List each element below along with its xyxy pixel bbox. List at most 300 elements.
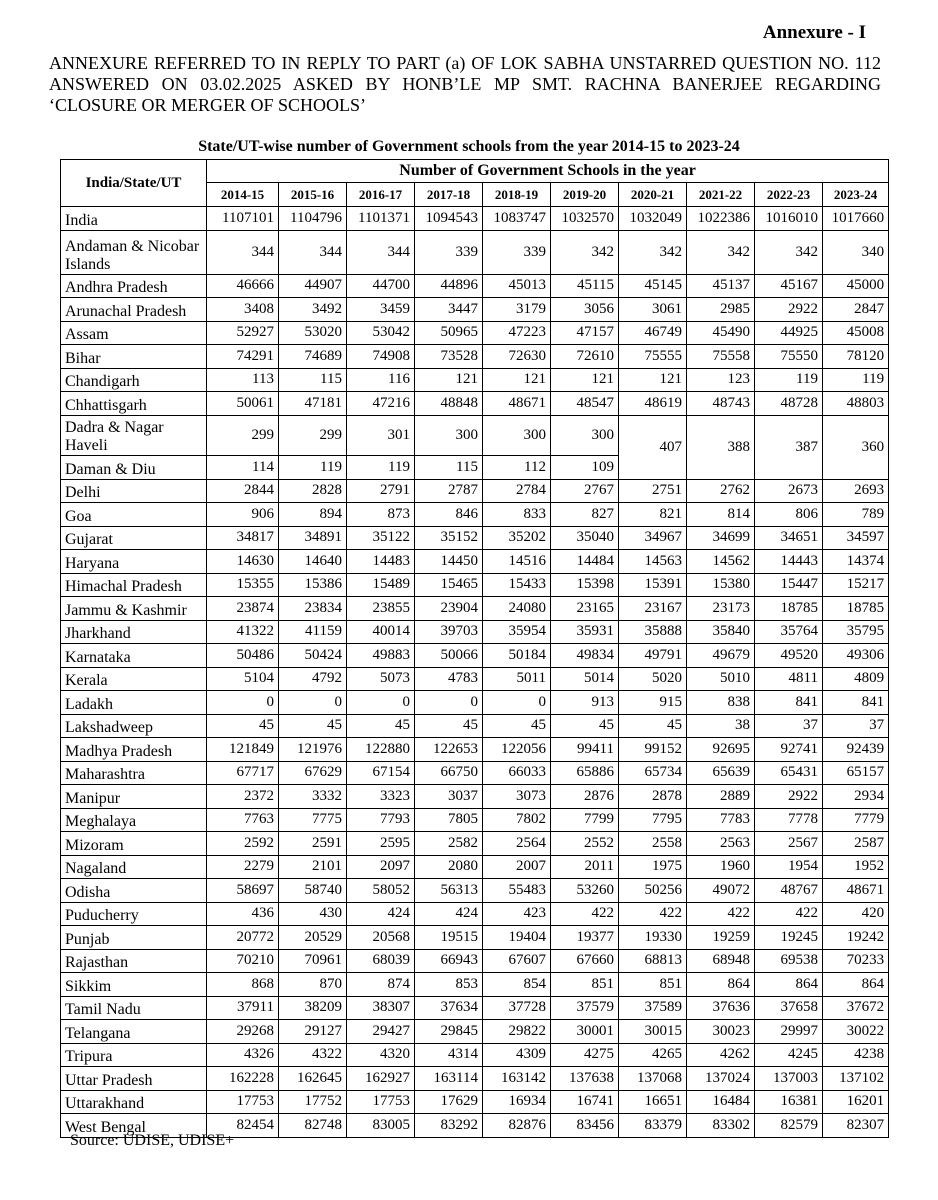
- value-cell: 44896: [415, 274, 483, 298]
- value-cell: 342: [755, 230, 823, 274]
- value-cell: 422: [687, 902, 755, 926]
- value-cell: 16741: [551, 1090, 619, 1114]
- value-cell: 388: [687, 415, 755, 479]
- value-cell: 113: [207, 368, 279, 392]
- value-cell: 15391: [619, 573, 687, 597]
- value-cell: 29997: [755, 1020, 823, 1044]
- table-row: [61, 996, 889, 1020]
- value-cell: 67154: [347, 761, 415, 785]
- value-cell: 35888: [619, 620, 687, 644]
- table-row: [61, 207, 889, 231]
- state-name: Goa: [61, 503, 207, 527]
- value-cell: 4326: [207, 1043, 279, 1067]
- value-cell: 7793: [347, 808, 415, 832]
- table-row: [61, 1043, 889, 1067]
- value-cell: 69538: [755, 949, 823, 973]
- table-row: [61, 526, 889, 550]
- table-row: [61, 345, 889, 369]
- value-cell: 422: [755, 902, 823, 926]
- value-cell: 853: [415, 973, 483, 997]
- value-cell: 14443: [755, 550, 823, 574]
- value-cell: 23855: [347, 597, 415, 621]
- value-cell: 70961: [279, 949, 347, 973]
- value-cell: 4811: [755, 667, 823, 691]
- value-cell: 121: [415, 368, 483, 392]
- value-cell: 864: [823, 973, 889, 997]
- table-title: State/UT-wise number of Government schools from the year 2014-15 to 2023-24: [198, 138, 740, 155]
- value-cell: 68813: [619, 949, 687, 973]
- value-cell: 122056: [483, 738, 551, 762]
- year-header: 2020-21: [619, 183, 687, 207]
- value-cell: 78120: [823, 345, 889, 369]
- value-cell: 1016010: [755, 207, 823, 231]
- value-cell: 15398: [551, 573, 619, 597]
- value-cell: 2787: [415, 479, 483, 503]
- value-cell: 1101371: [347, 207, 415, 231]
- value-cell: 3323: [347, 785, 415, 809]
- state-name: Arunachal Pradesh: [61, 298, 207, 322]
- value-cell: 45: [483, 714, 551, 738]
- value-cell: 45008: [823, 321, 889, 345]
- value-cell: 115: [279, 368, 347, 392]
- value-cell: 45: [619, 714, 687, 738]
- value-cell: 894: [279, 503, 347, 527]
- value-cell: 1032570: [551, 207, 619, 231]
- value-cell: 7805: [415, 808, 483, 832]
- table-row: [61, 738, 889, 762]
- value-cell: 83456: [551, 1114, 619, 1138]
- value-cell: 300: [551, 415, 619, 455]
- value-cell: 906: [207, 503, 279, 527]
- value-cell: 24080: [483, 597, 551, 621]
- value-cell: 851: [551, 973, 619, 997]
- value-cell: 35122: [347, 526, 415, 550]
- value-cell: 14483: [347, 550, 415, 574]
- value-cell: 39703: [415, 620, 483, 644]
- state-name: Bihar: [61, 345, 207, 369]
- value-cell: 2101: [279, 855, 347, 879]
- value-cell: 29268: [207, 1020, 279, 1044]
- state-name: Meghalaya: [61, 808, 207, 832]
- state-name: Rajasthan: [61, 949, 207, 973]
- table-row: [61, 321, 889, 345]
- table-header: [61, 160, 889, 207]
- value-cell: 115: [415, 455, 483, 479]
- value-cell: 37634: [415, 996, 483, 1020]
- value-cell: 66033: [483, 761, 551, 785]
- table-row: [61, 503, 889, 527]
- value-cell: 23167: [619, 597, 687, 621]
- value-cell: 7778: [755, 808, 823, 832]
- value-cell: 49520: [755, 644, 823, 668]
- value-cell: 4265: [619, 1043, 687, 1067]
- value-cell: 19330: [619, 926, 687, 950]
- document-heading: ANNEXURE REFERRED TO IN REPLY TO PART (a) OF LOK SABHA UNSTARRED QUESTION NO. 112 ANSWERED ON 03.02.2025 ASKED BY HONB’LE MP SMT. RACHNA BANERJEE REGARDING ‘CLOSURE OR MERGER OF SCHOOLS’: [49, 53, 881, 115]
- value-cell: 65157: [823, 761, 889, 785]
- value-cell: 19515: [415, 926, 483, 950]
- value-cell: 864: [755, 973, 823, 997]
- value-cell: 821: [619, 503, 687, 527]
- value-cell: 5073: [347, 667, 415, 691]
- value-cell: 68948: [687, 949, 755, 973]
- value-cell: 300: [483, 415, 551, 455]
- value-cell: 49679: [687, 644, 755, 668]
- value-cell: 2767: [551, 479, 619, 503]
- state-name: Mizoram: [61, 832, 207, 856]
- value-cell: 841: [823, 691, 889, 715]
- value-cell: 92741: [755, 738, 823, 762]
- value-cell: 47157: [551, 321, 619, 345]
- value-cell: 67660: [551, 949, 619, 973]
- value-cell: 45145: [619, 274, 687, 298]
- table-row: [61, 298, 889, 322]
- value-cell: 30022: [823, 1020, 889, 1044]
- value-cell: 55483: [483, 879, 551, 903]
- value-cell: 342: [619, 230, 687, 274]
- table-row: [61, 550, 889, 574]
- value-cell: 915: [619, 691, 687, 715]
- value-cell: 1017660: [823, 207, 889, 231]
- value-cell: 299: [207, 415, 279, 455]
- value-cell: 38307: [347, 996, 415, 1020]
- value-cell: 2011: [551, 855, 619, 879]
- value-cell: 1032049: [619, 207, 687, 231]
- value-cell: 137638: [551, 1067, 619, 1091]
- value-cell: 2784: [483, 479, 551, 503]
- value-cell: 841: [755, 691, 823, 715]
- value-cell: 2673: [755, 479, 823, 503]
- value-cell: 854: [483, 973, 551, 997]
- value-cell: 3056: [551, 298, 619, 322]
- value-cell: 35840: [687, 620, 755, 644]
- value-cell: 47181: [279, 392, 347, 416]
- value-cell: 121849: [207, 738, 279, 762]
- value-cell: 17629: [415, 1090, 483, 1114]
- state-name: Ladakh: [61, 691, 207, 715]
- value-cell: 0: [279, 691, 347, 715]
- value-cell: 1022386: [687, 207, 755, 231]
- value-cell: 34651: [755, 526, 823, 550]
- value-cell: 868: [207, 973, 279, 997]
- table-row: [61, 667, 889, 691]
- value-cell: 83379: [619, 1114, 687, 1138]
- value-cell: 14374: [823, 550, 889, 574]
- value-cell: 83302: [687, 1114, 755, 1138]
- source-note: Source: UDISE, UDISE+: [70, 1132, 235, 1149]
- value-cell: 420: [823, 902, 889, 926]
- value-cell: 2791: [347, 479, 415, 503]
- year-header: 2021-22: [687, 183, 755, 207]
- value-cell: 37911: [207, 996, 279, 1020]
- value-cell: 37: [755, 714, 823, 738]
- value-cell: 2751: [619, 479, 687, 503]
- value-cell: 29427: [347, 1020, 415, 1044]
- value-cell: 48671: [483, 392, 551, 416]
- value-cell: 2934: [823, 785, 889, 809]
- value-cell: 121976: [279, 738, 347, 762]
- value-cell: 35954: [483, 620, 551, 644]
- value-cell: 789: [823, 503, 889, 527]
- table-row: [61, 949, 889, 973]
- value-cell: 838: [687, 691, 755, 715]
- value-cell: 35931: [551, 620, 619, 644]
- value-cell: 2844: [207, 479, 279, 503]
- value-cell: 48848: [415, 392, 483, 416]
- value-cell: 65639: [687, 761, 755, 785]
- table-row: [61, 855, 889, 879]
- value-cell: 74689: [279, 345, 347, 369]
- value-cell: 360: [823, 415, 889, 479]
- value-cell: 14450: [415, 550, 483, 574]
- value-cell: 163114: [415, 1067, 483, 1091]
- value-cell: 37579: [551, 996, 619, 1020]
- value-cell: 14562: [687, 550, 755, 574]
- value-cell: 45000: [823, 274, 889, 298]
- value-cell: 870: [279, 973, 347, 997]
- value-cell: 137003: [755, 1067, 823, 1091]
- value-cell: 112: [483, 455, 551, 479]
- value-cell: 58052: [347, 879, 415, 903]
- value-cell: 0: [483, 691, 551, 715]
- value-cell: 50066: [415, 644, 483, 668]
- value-cell: 48671: [823, 879, 889, 903]
- value-cell: 23834: [279, 597, 347, 621]
- value-cell: 2847: [823, 298, 889, 322]
- value-cell: 2563: [687, 832, 755, 856]
- value-cell: 339: [483, 230, 551, 274]
- value-cell: 15380: [687, 573, 755, 597]
- year-header: 2015-16: [279, 183, 347, 207]
- value-cell: 424: [415, 902, 483, 926]
- value-cell: 873: [347, 503, 415, 527]
- table-row: [61, 644, 889, 668]
- table-row: [61, 1067, 889, 1091]
- value-cell: 122653: [415, 738, 483, 762]
- value-cell: 2558: [619, 832, 687, 856]
- value-cell: 1083747: [483, 207, 551, 231]
- value-cell: 301: [347, 415, 415, 455]
- value-cell: 66943: [415, 949, 483, 973]
- value-cell: 2762: [687, 479, 755, 503]
- table-row: [61, 415, 889, 455]
- value-cell: 23165: [551, 597, 619, 621]
- state-column-header: India/State/UT: [61, 160, 207, 207]
- value-cell: 47223: [483, 321, 551, 345]
- value-cell: 37658: [755, 996, 823, 1020]
- value-cell: 121: [551, 368, 619, 392]
- value-cell: 48728: [755, 392, 823, 416]
- value-cell: 2080: [415, 855, 483, 879]
- value-cell: 45490: [687, 321, 755, 345]
- value-cell: 1094543: [415, 207, 483, 231]
- state-name: Himachal Pradesh: [61, 573, 207, 597]
- value-cell: 14484: [551, 550, 619, 574]
- table-row: [61, 620, 889, 644]
- value-cell: 40014: [347, 620, 415, 644]
- value-cell: 436: [207, 902, 279, 926]
- value-cell: 7802: [483, 808, 551, 832]
- value-cell: 83005: [347, 1114, 415, 1138]
- value-cell: 407: [619, 415, 687, 479]
- value-cell: 2591: [279, 832, 347, 856]
- annexure-label: Annexure - I: [762, 22, 866, 43]
- value-cell: 851: [619, 973, 687, 997]
- value-cell: 2372: [207, 785, 279, 809]
- table-row: [61, 785, 889, 809]
- value-cell: 15489: [347, 573, 415, 597]
- value-cell: 2876: [551, 785, 619, 809]
- value-cell: 82579: [755, 1114, 823, 1138]
- state-name: Uttar Pradesh: [61, 1067, 207, 1091]
- value-cell: 814: [687, 503, 755, 527]
- value-cell: 45115: [551, 274, 619, 298]
- value-cell: 16934: [483, 1090, 551, 1114]
- value-cell: 342: [551, 230, 619, 274]
- year-header: 2016-17: [347, 183, 415, 207]
- value-cell: 2595: [347, 832, 415, 856]
- value-cell: 5011: [483, 667, 551, 691]
- table-row: [61, 761, 889, 785]
- state-name: Chhattisgarh: [61, 392, 207, 416]
- value-cell: 75558: [687, 345, 755, 369]
- state-name: Lakshadweep: [61, 714, 207, 738]
- value-cell: 2564: [483, 832, 551, 856]
- value-cell: 2828: [279, 479, 347, 503]
- year-header: 2014-15: [207, 183, 279, 207]
- value-cell: 30023: [687, 1020, 755, 1044]
- value-cell: 16201: [823, 1090, 889, 1114]
- value-cell: 45: [279, 714, 347, 738]
- value-cell: 162645: [279, 1067, 347, 1091]
- year-header: 2023-24: [823, 183, 889, 207]
- value-cell: 3037: [415, 785, 483, 809]
- year-header: 2019-20: [551, 183, 619, 207]
- value-cell: 833: [483, 503, 551, 527]
- state-name: Chandigarh: [61, 368, 207, 392]
- value-cell: 38: [687, 714, 755, 738]
- value-cell: 864: [687, 973, 755, 997]
- state-name: Jammu & Kashmir: [61, 597, 207, 621]
- state-name: Gujarat: [61, 526, 207, 550]
- value-cell: 72630: [483, 345, 551, 369]
- value-cell: 29822: [483, 1020, 551, 1044]
- value-cell: 18785: [755, 597, 823, 621]
- year-header: 2018-19: [483, 183, 551, 207]
- value-cell: 72610: [551, 345, 619, 369]
- schools-table: [60, 159, 889, 1138]
- value-cell: 5020: [619, 667, 687, 691]
- value-cell: 45: [207, 714, 279, 738]
- value-cell: 0: [415, 691, 483, 715]
- value-cell: 1107101: [207, 207, 279, 231]
- value-cell: 2279: [207, 855, 279, 879]
- value-cell: 7795: [619, 808, 687, 832]
- value-cell: 30001: [551, 1020, 619, 1044]
- value-cell: 7799: [551, 808, 619, 832]
- value-cell: 17753: [347, 1090, 415, 1114]
- value-cell: 806: [755, 503, 823, 527]
- value-cell: 121: [483, 368, 551, 392]
- value-cell: 75555: [619, 345, 687, 369]
- value-cell: 15217: [823, 573, 889, 597]
- value-cell: 2592: [207, 832, 279, 856]
- value-cell: 1104796: [279, 207, 347, 231]
- value-cell: 114: [207, 455, 279, 479]
- state-name: Puducherry: [61, 902, 207, 926]
- value-cell: 2567: [755, 832, 823, 856]
- value-cell: 37728: [483, 996, 551, 1020]
- state-name: Kerala: [61, 667, 207, 691]
- value-cell: 430: [279, 902, 347, 926]
- value-cell: 3179: [483, 298, 551, 322]
- table-row: [61, 926, 889, 950]
- value-cell: 53020: [279, 321, 347, 345]
- table-body: [61, 207, 889, 1138]
- value-cell: 82307: [823, 1114, 889, 1138]
- state-name: Haryana: [61, 550, 207, 574]
- value-cell: 19404: [483, 926, 551, 950]
- value-cell: 344: [207, 230, 279, 274]
- value-cell: 162927: [347, 1067, 415, 1091]
- value-cell: 34699: [687, 526, 755, 550]
- value-cell: 387: [755, 415, 823, 479]
- value-cell: 34891: [279, 526, 347, 550]
- table-row: [61, 1020, 889, 1044]
- value-cell: 48547: [551, 392, 619, 416]
- value-cell: 14640: [279, 550, 347, 574]
- value-cell: 162228: [207, 1067, 279, 1091]
- value-cell: 45: [551, 714, 619, 738]
- value-cell: 163142: [483, 1067, 551, 1091]
- value-cell: 2922: [755, 298, 823, 322]
- value-cell: 41159: [279, 620, 347, 644]
- value-cell: 15447: [755, 573, 823, 597]
- value-cell: 45167: [755, 274, 823, 298]
- value-cell: 7763: [207, 808, 279, 832]
- value-cell: 2922: [755, 785, 823, 809]
- value-cell: 2552: [551, 832, 619, 856]
- value-cell: 92439: [823, 738, 889, 762]
- value-cell: 48803: [823, 392, 889, 416]
- value-cell: 65734: [619, 761, 687, 785]
- value-cell: 65886: [551, 761, 619, 785]
- value-cell: 122880: [347, 738, 415, 762]
- value-cell: 14516: [483, 550, 551, 574]
- value-cell: 70210: [207, 949, 279, 973]
- value-cell: 2985: [687, 298, 755, 322]
- value-cell: 82454: [207, 1114, 279, 1138]
- value-cell: 48743: [687, 392, 755, 416]
- value-cell: 50486: [207, 644, 279, 668]
- value-cell: 3447: [415, 298, 483, 322]
- table-row: [61, 973, 889, 997]
- state-name: India: [61, 207, 207, 231]
- value-cell: 75550: [755, 345, 823, 369]
- value-cell: 15386: [279, 573, 347, 597]
- value-cell: 99152: [619, 738, 687, 762]
- table-row: [61, 392, 889, 416]
- value-cell: 50424: [279, 644, 347, 668]
- state-name: Uttarakhand: [61, 1090, 207, 1114]
- value-cell: 44907: [279, 274, 347, 298]
- table-row: [61, 832, 889, 856]
- state-name: Tamil Nadu: [61, 996, 207, 1020]
- value-cell: 34967: [619, 526, 687, 550]
- value-cell: 35764: [755, 620, 823, 644]
- value-cell: 29845: [415, 1020, 483, 1044]
- state-name: Telangana: [61, 1020, 207, 1044]
- value-cell: 2097: [347, 855, 415, 879]
